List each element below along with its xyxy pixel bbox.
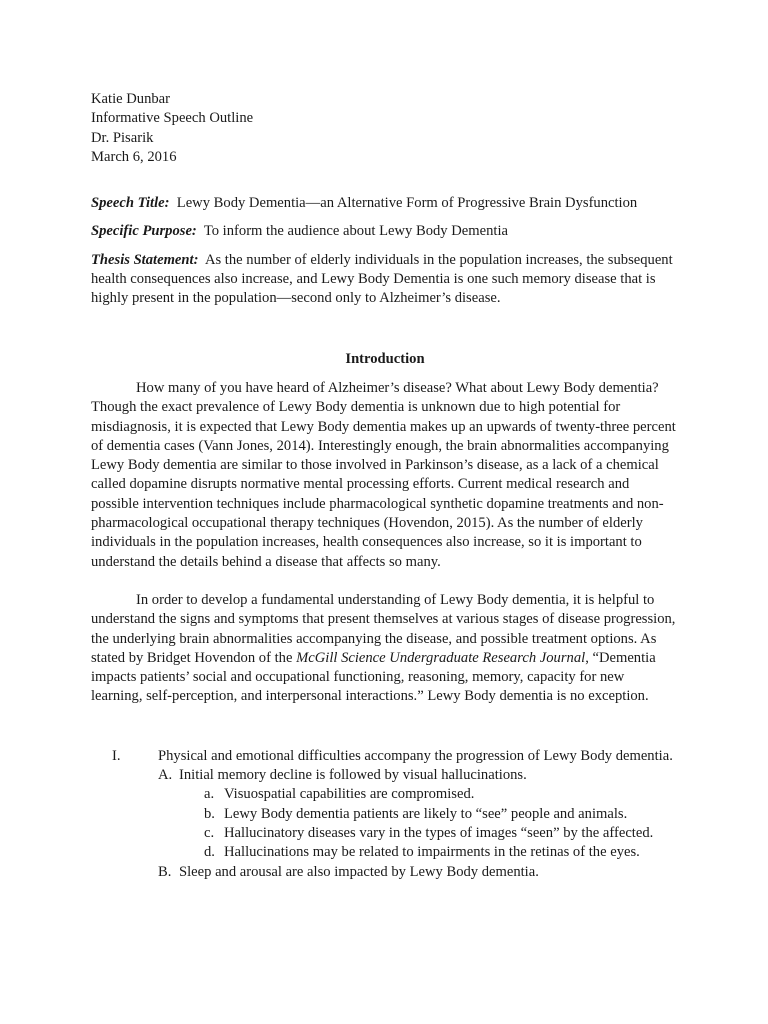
outline-letter: B. [158,863,172,880]
outline-subpoint-text: Sleep and arousal are also impacted by Lewy Body dementia. [179,863,539,880]
outline-detail-a [91,785,679,804]
outline-subpoint-text: Initial memory decline is followed by visual hallucinations. [179,767,527,784]
outline-main-point-text: Physical and emotional difficulties accompany the progression of Lewy Body dementia. [158,747,673,764]
outline-detail-letter: b. [204,805,215,822]
outline-detail-c [91,824,679,843]
speech-title-value: Lewy Body Dementia—an Alternative Form of Progressive Brain Dysfunction [176,195,638,212]
paragraph-2-text-end: , “Dementia impacts patients’ social and occupational functioning, reasoning, memory, capacity for new learning, self-perception, and interpersonal interactions.” Lewy Body dementia is no exception. [91,649,656,705]
specific-purpose [91,222,679,241]
outline-detail-d [91,843,679,862]
outline-detail-text: Hallucinations may be related to impairments in the retinas of the eyes. [224,844,640,861]
outline-detail-letter: c. [204,824,215,841]
outline-main-point-1 [91,747,679,766]
speech-title [91,194,679,213]
introduction-paragraph-1: How many of you have heard of Alzheimer’s disease? What about Lewy Body dementia? Though the exact prevalence of Lewy Body dementia is unknown due to high potential for misdiagnosis, it is expected that Lewy Body dementia makes up an upwards of twenty-three percent of dementia cases (Vann Jones, 2014). Interestingly enough, the brain abnormalities accompanying Lewy Body dementia are similar to those involved in Parkinson’s disease, as a lack of a chemical called dopamine disrupts normative mental processing efforts. Current medical research and possible intervention techniques include pharmacological synthetic dopamine treatments and non-pharmacological occupational therapy techniques (Hovendon, 2015). As the number of elderly individuals in the population increases, health consequences also increase, so it is important to understand the details behind a disease that affects so many. [91,379,676,570]
thesis-statement [91,251,679,309]
header-block [91,90,679,167]
outline-detail-text: Hallucinatory diseases vary in the types of images “seen” by the affected. [224,824,654,841]
outline-detail-b [91,805,679,824]
paragraph-2-text-start: In order to develop a fundamental understanding of Lewy Body dementia, it is helpful to understand the signs and symptoms that present themselves at various stages of disease progression, the underlying brain abnormalities accompanying the disease, and possible treatment options. As stated by Bridget Hovendon of the [91,591,676,666]
outline-letter: A. [158,767,173,784]
outline-detail-text: Visuospatial capabilities are compromised. [224,786,475,803]
instructor-name: Dr. Pisarik [91,129,154,146]
author-name: Katie Dunbar [91,91,171,107]
outline-numeral: I. [112,747,121,764]
outline-detail-letter: a. [204,786,215,803]
speech-outline [91,747,679,882]
introduction-paragraph-2 [91,591,679,707]
thesis-statement-value: As the number of elderly individuals in the population increases, the subsequent health consequences also increase, and Lewy Body Dementia is one such memory disease that is highly present in the population—second only to Alzheimer’s disease. [91,251,673,307]
journal-title: McGill Science Undergraduate Research Journal [296,649,586,666]
speech-title-label: Speech Title: [91,195,170,212]
outline-subpoint-a [91,766,679,785]
thesis-statement-label: Thesis Statement: [91,251,199,268]
specific-purpose-label: Specific Purpose: [91,223,197,240]
outline-detail-letter: d. [204,844,215,861]
outline-subpoint-b [91,863,679,882]
document-body [91,90,679,882]
introduction-heading: Introduction [345,350,425,367]
outline-detail-text: Lewy Body dementia patients are likely to “see” people and animals. [224,805,628,822]
specific-purpose-value: To inform the audience about Lewy Body Dementia [203,223,508,240]
document-date: March 6, 2016 [91,148,177,165]
assignment-name: Informative Speech Outline [91,110,254,127]
